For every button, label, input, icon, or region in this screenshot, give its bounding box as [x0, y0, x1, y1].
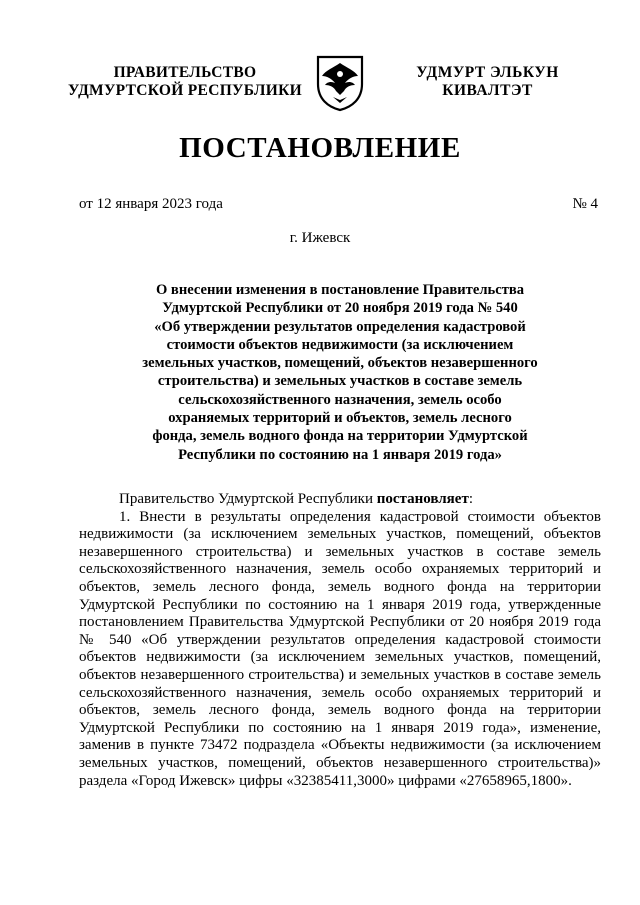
- government-name-udmurt-line1: УДМУРТ ЭЛЬКУН: [416, 64, 559, 81]
- body-intro-colon: :: [468, 491, 473, 507]
- document-subject: О внесении изменения в постановление Правительства Удмуртской Республики от 20 ноября 2019 года № 540 «Об утверждении результатов определения кадастровой стоимости объектов недвижимости (за исключением земельных участков, помещений, объектов незавершенного строительства) и земельных участков в составе земель сельскохозяйственного назначения, земель особо охраняемых территорий и объектов, земель лесного фонда, земель водного фонда на территории Удмуртской Республики по состоянию на 1 января 2019 года»: [142, 282, 538, 463]
- body-intro-text: Правительство Удмуртской Республики: [119, 491, 373, 507]
- document-city: г. Ижевск: [289, 230, 351, 246]
- government-name-line1: ПРАВИТЕЛЬСТВО: [113, 64, 257, 81]
- document-date: от 12 января 2023 года: [79, 196, 223, 212]
- government-name-udmurt: [395, 64, 580, 100]
- document-title: ПОСТАНОВЛЕНИЕ: [179, 132, 461, 164]
- government-name-russian: [60, 64, 310, 100]
- body-paragraph-1: 1. Внести в результаты определения кадастровой стоимости объектов недвижимости (за исключением земельных участков, помещений, объектов незавершенного строительства) и земельных участков в составе земель сельскохозяйственного назначения, земель особо охраняемых территорий и объектов, земель лесного фонда, земель водного фонда на территории Удмуртской Республики по состоянию на 1 января 2019 года, утвержденные постановлением Правительства Удмуртской Республики от 20 ноября 2019 года № 540 «Об утверждении результатов определения кадастровой стоимости объектов недвижимости (за исключением земельных участков, помещений, объектов незавершенного строительства) и земельных участков в составе земель сельскохозяйственного назначения, земель особо охраняемых территорий и объектов, земель лесного фонда, земель водного фонда на территории Удмуртской Республики по состоянию на 1 января 2019 года», изменение, заменив в пункте 73472 подраздела «Объекты недвижимости (за исключением земельных участков, помещений, объектов незавершенного строительства)» раздела «Город Ижевск» цифры «32385411,3000» цифрами «27658965,1800».: [79, 508, 601, 789]
- body-decree-word: постановляет: [376, 491, 469, 507]
- body-intro: [79, 491, 601, 509]
- document-body: [79, 491, 601, 790]
- government-name-udmurt-line2: КИВАЛТЭТ: [442, 82, 533, 99]
- document-number: № 4: [572, 196, 598, 212]
- udmurt-coat-of-arms-icon: [314, 54, 366, 112]
- government-name-line2: УДМУРТСКОЙ РЕСПУБЛИКИ: [67, 82, 302, 99]
